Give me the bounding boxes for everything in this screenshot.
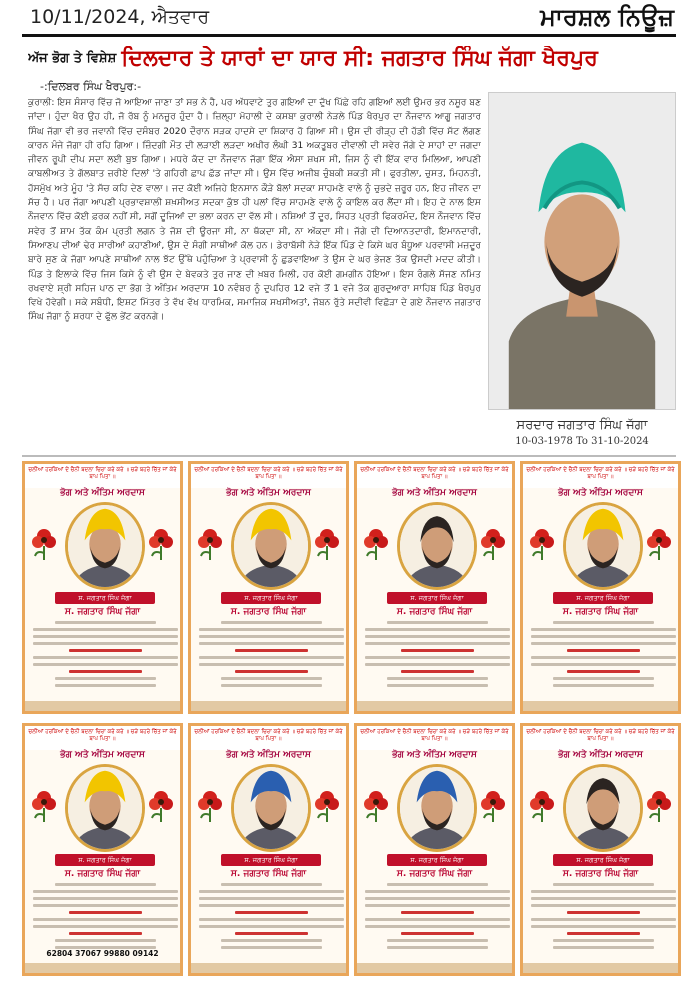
card-bhog-title: ਭੋਗ ਅਤੇ ਅੰਤਿਮ ਅਰਦਾਸ	[558, 488, 643, 498]
rose-icon	[146, 788, 176, 822]
card-banner-verse: ਚਲੀਆਂ ਹਰਕਿਆਂ ਦੇ ਚੈਨੀ ਬਦਲਾ ਚਿਰਾ ਕਰੇ ਕਰੇ ॥ ਚੜੇ ਬਹਰੇ ਚਿੱਤ ਜਾਂ ਕੇਰੇ ਬਾਪ ਪਿਤਾ ॥	[191, 726, 346, 750]
card-name-banner: ਸ. ਜਗਤਾਰ ਸਿੰਘ ਜੱਗਾ	[553, 592, 653, 604]
card-banner-verse: ਚਲੀਆਂ ਹਰਕਿਆਂ ਦੇ ਚੈਨੀ ਬਦਲਾ ਚਿਰਾ ਕਰੇ ਕਰੇ ॥ ਚੜੇ ਬਹਰੇ ਚਿੱਤ ਜਾਂ ਕੇਰੇ ਬਾਪ ਪਿਤਾ ॥	[357, 464, 512, 488]
card-name-banner: ਸ. ਜਗਤਾਰ ਸਿੰਘ ਜੱਗਾ	[55, 854, 155, 866]
rose-icon	[644, 788, 674, 822]
condolence-cards-grid	[22, 461, 680, 981]
card-photo	[563, 764, 643, 852]
card-footer	[357, 701, 512, 711]
card-name: ਸ. ਜਗਤਾਰ ਸਿੰਘ ਜੱਗਾ	[396, 869, 473, 879]
card-details-text	[199, 621, 344, 691]
card-photo	[65, 502, 145, 590]
card-banner-verse: ਚਲੀਆਂ ਹਰਕਿਆਂ ਦੇ ਚੈਨੀ ਬਦਲਾ ਚਿਰਾ ਕਰੇ ਕਰੇ ॥ ਚੜੇ ਬਹਰੇ ਚਿੱਤ ਜਾਂ ਕੇਰੇ ਬਾਪ ਪਿਤਾ ॥	[25, 726, 180, 750]
card-name-banner: ਸ. ਜਗਤਾਰ ਸਿੰਘ ਜੱਗਾ	[55, 592, 155, 604]
section-divider	[22, 455, 676, 457]
card-photo	[231, 764, 311, 852]
card-name: ਸ. ਜਗਤਾਰ ਸਿੰਘ ਜੱਗਾ	[230, 607, 307, 617]
portrait-photo	[488, 92, 676, 410]
edition-date: 10/11/2024, ਐਤਵਾਰ	[30, 6, 210, 28]
card-details-text	[199, 883, 344, 953]
card-banner-verse: ਚਲੀਆਂ ਹਰਕਿਆਂ ਦੇ ਚੈਨੀ ਬਦਲਾ ਚਿਰਾ ਕਰੇ ਕਰੇ ॥ ਚੜੇ ਬਹਰੇ ਚਿੱਤ ਜਾਂ ਕੇਰੇ ਬਾਪ ਪਿਤਾ ॥	[191, 464, 346, 488]
rose-icon	[29, 526, 59, 560]
card-footer	[25, 963, 180, 973]
card-banner-verse: ਚਲੀਆਂ ਹਰਕਿਆਂ ਦੇ ਚੈਨੀ ਬਦਲਾ ਚਿਰਾ ਕਰੇ ਕਰੇ ॥ ਚੜੇ ਬਹਰੇ ਚਿੱਤ ਜਾਂ ਕੇਰੇ ਬਾਪ ਪਿਤਾ ॥	[357, 726, 512, 750]
rose-icon	[146, 526, 176, 560]
newspaper-name: ਮਾਰਸ਼ਲ ਨਿਊਜ਼	[540, 3, 674, 31]
card-name-banner: ਸ. ਜਗਤਾਰ ਸਿੰਘ ਜੱਗਾ	[387, 592, 487, 604]
condolence-card	[22, 723, 183, 976]
card-name-banner: ਸ. ਜਗਤਾਰ ਸਿੰਘ ਜੱਗਾ	[221, 854, 321, 866]
card-bhog-title: ਭੋਗ ਅਤੇ ਅੰਤਿਮ ਅਰਦਾਸ	[226, 488, 311, 498]
card-details-text	[531, 621, 676, 691]
card-photo	[397, 764, 477, 852]
card-footer	[357, 963, 512, 973]
condolence-card	[188, 723, 349, 976]
card-footer	[523, 701, 678, 711]
card-name: ਸ. ਜਗਤਾਰ ਸਿੰਘ ਜੱਗਾ	[64, 607, 141, 617]
rose-icon	[478, 526, 508, 560]
card-name-banner: ਸ. ਜਗਤਾਰ ਸਿੰਘ ਜੱਗਾ	[221, 592, 321, 604]
card-name: ਸ. ਜਗਤਾਰ ਸਿੰਘ ਜੱਗਾ	[562, 607, 639, 617]
card-bhog-title: ਭੋਗ ਅਤੇ ਅੰਤਿਮ ਅਰਦਾਸ	[60, 488, 145, 498]
rose-icon	[361, 788, 391, 822]
condolence-card	[354, 723, 515, 976]
card-banner-verse: ਚਲੀਆਂ ਹਰਕਿਆਂ ਦੇ ਚੈਨੀ ਬਦਲਾ ਚਿਰਾ ਕਰੇ ਕਰੇ ॥ ਚੜੇ ਬਹਰੇ ਚਿੱਤ ਜਾਂ ਕੇਰੇ ਬਾਪ ਪਿਤਾ ॥	[523, 726, 678, 750]
card-details-text	[531, 883, 676, 953]
headline	[28, 46, 678, 82]
headline-title: ਦਿਲਦਾਰ ਤੇ ਯਾਰਾਂ ਦਾ ਯਾਰ ਸੀ: ਜਗਤਾਰ ਸਿੰਘ ਜੱਗਾ ਖੈਰਪੁਰ	[121, 46, 598, 71]
masthead	[0, 0, 696, 36]
card-name-banner: ਸ. ਜਗਤਾਰ ਸਿੰਘ ਜੱਗਾ	[553, 854, 653, 866]
rose-icon	[527, 788, 557, 822]
card-photo	[65, 764, 145, 852]
card-details-text	[365, 883, 510, 953]
card-photo	[397, 502, 477, 590]
article-body: ਕੁਰਾਲੀ: ਇਸ ਸੰਸਾਰ ਵਿੱਚ ਜੋ ਆਇਆ ਜਾਣਾ ਤਾਂ ਸਭ ਨੇ ਹੈ, ਪਰ ਅੱਧਵਾਟੇ ਤੁਰ ਗਇਆਂ ਦਾ ਦੁੱਖ ਪਿੱਛੇ ਰਹਿ ਗਇਆਂ ਲਈ ਉਮਰ ਭਰ ਨਸੂਰ ਬਣ ਜਾਂਦਾ। ਹੁੰਦਾ ਖੈਰ ਉਹ ਹੀ, ਜੋ ਰੱਬ ਨੂੰ ਮਨਜ਼ੂਰ ਹੁੰਦਾ ਹੈ। ਜ਼ਿਲ੍ਹਾ ਮੋਹਾਲੀ ਦੇ ਕਸਬਾ ਕੁਰਾਲੀ ਨੇੜਲੇ ਪਿੰਡ ਖੈਰਪੁਰ ਦਾ ਨੌਜਵਾਨ ਆਗੂ ਜਗਤਾਰ ਸਿੰਘ ਜੱਗਾ ਵੀ ਭਰ ਜਵਾਨੀ ਵਿੱਚ ਦਸੰਬਰ 2020 ਦੌਰਾਨ ਸੜਕ ਹਾਦਸੇ ਦਾ ਸ਼ਿਕਾਰ ਹੋ ਗਿਆ ਸੀ। ਉਸ ਦੀ ਰੀੜ੍ਹ ਦੀ ਹੱਡੀ ਵਿੱਚ ਸੱਟ ਲੱਗਣ ਕਾਰਨ ਮੰਜੇ ਜੋਗਾ ਹੀ ਰਹਿ ਗਿਆ। ਜ਼ਿੰਦਗੀ ਮੌਤ ਦੀ ਲੜਾਈ ਲੜਦਾ ਅਖੀਰ ਲੰਘੀ 31 ਅਕਤੂਬਰ ਦੀਵਾਲੀ ਦੀ ਸਵੇਰ ਜੱਗੇ ਦੇ ਸਾਹਾਂ ਦਾ ਜਗਦਾ ਜੀਵਨ ਰੂਪੀ ਦੀਪ ਸਦਾ ਲਈ ਬੁਝ ਗਿਆ। ਮਧਰੇ ਕੱਦ ਦਾ ਨੌਜਵਾਨ ਜੱਗਾ ਇੱਕ ਐਸਾ ਸ਼ਖਸ ਸੀ, ਜਿਸ ਨੂੰ ਵੀ ਇੱਕ ਵਾਰ ਮਿਲਿਆ, ਆਪਣੀ ਕਾਬਲੀਅਤ ਤੇ ਗੱਲਬਾਤ ਜ਼ਰੀਏ ਦਿਲਾਂ 'ਤੇ ਗਹਿਰੀ ਛਾਪ ਛੱਡ ਜਾਂਦਾ ਸੀ। ਉਸ ਵਿੱਚ ਅਜੀਬ ਚੁੰਬਕੀ ਸ਼ਕਤੀ ਸੀ। ਫੁਰਤੀਲਾ, ਚੁਸਤ, ਮਿਹਨਤੀ, ਹੱਸਮੁੱਖ ਅਤੇ ਮੂੰਹ 'ਤੇ ਸੱਚ ਕਹਿ ਦੇਣ ਵਾਲਾ। ਜਦ ਕੋਈ ਅਜਿਹੇ ਇਨਸਾਨ ਕੌੜੇ ਬੋਲਾਂ ਸਦਕਾ ਸਾਹਮਣੇ ਵਾਲੇ ਨੂੰ ਚੁਭਦੇ ਜ਼ਰੂਰ ਹਨ, ਇਹ ਜੀਵਨ ਦਾ ਸੱਚ ਹੈ। ਪਰ ਜੱਗਾ ਆਪਣੀ ਪ੍ਰਭਾਵਸ਼ਾਲੀ ਸ਼ਖ਼ਸੀਅਤ ਸਦਕਾ ਕੁੱਝ ਹੀ ਪਲਾਂ ਵਿੱਚ ਸਾਹਮਣੇ ਵਾਲੇ ਨੂੰ ਕਾਇਲ ਕਰ ਲੈਂਦਾ ਸੀ। ਇਹ ਦੇ ਨਾਲ ਇਸ ਨੌਜਵਾਨ ਵਿੱਚ ਕੋਈ ਫ਼ਰਕ ਨਹੀਂ ਸੀ, ਸਗੋਂ ਦੂਜਿਆਂ ਦਾ ਭਲਾ ਕਰਨ ਦਾ ਵੱਲ ਸੀ। ਨਸ਼ਿਆਂ ਤੋਂ ਦੂਰ, ਸਿਹਤ ਪ੍ਰਤੀ ਫਿਕਰਮੰਦ, ਇਸ ਨੌਜਵਾਨ ਵਿੱਚ ਸਵੇਰ ਤੋਂ ਸ਼ਾਮ ਤੱਕ ਕੰਮ ਪ੍ਰਤੀ ਲਗਨ ਤੇ ਜੋਸ਼ ਦੀ ਊਰਜਾ ਸੀ, ਨਾ ਥੱਕਦਾ ਸੀ, ਨਾ ਅੱਕਦਾ ਸੀ। ਜੱਗੇ ਦੀ ਦਿਆਨਤਦਾਰੀ, ਇਮਾਨਦਾਰੀ, ਸਿਆਣਪ ਦੀਆਂ ਢੇਰ ਸਾਰੀਆਂ ਕਹਾਣੀਆਂ, ਉਸ ਦੇ ਸੰਗੀ ਸਾਥੀਆਂ ਕੋਲ ਹਨ। ਡੇਰਾਬੱਸੀ ਨੇੜੇ ਇੱਕ ਪਿੰਡ ਦੇ ਕਿਸੇ ਘਰ ਬੰਧੂਆ ਪਰਵਾਸੀ ਮਜ਼ਦੂਰ ਬਾਰੇ ਸੁਣ ਕੇ ਜੱਗਾ ਆਪਣੇ ਸਾਥੀਆਂ ਨਾਲ ਝੱਟ ਉੱਥੇ ਪਹੁੰਚਿਆ ਤੇ ਪ੍ਰਵਾਸੀ ਨੂੰ ਛੁਡਵਾਇਆ ਤੇ ਉਸ ਦੇ ਘਰ ਭੇਜਣ ਤੱਕ ਉਸਦੀ ਮਦਦ ਕੀਤੀ। ਪਿੰਡ ਤੇ ਇਲਾਕੇ ਵਿੱਚ ਜਿਸ ਕਿਸੇ ਨੂੰ ਵੀ ਉਸ ਦੇ ਬੇਵਕਤੇ ਤੁਰ ਜਾਣ ਦੀ ਖ਼ਬਰ ਮਿਲੀ, ਹਰ ਕੋਈ ਗਮਗੀਨ ਹੋਇਆ। ਇਸ ਰੰਗਲੇ ਸੱਜਣ ਨਮਿਤ ਰਖਵਾਏ ਸ਼੍ਰੀ ਸਹਿਜ ਪਾਠ ਦਾ ਭੋਗ ਤੇ ਅੰਤਿਮ ਅਰਦਾਸ 10 ਨਵੰਬਰ ਨੂੰ ਦੁਪਹਿਰ 12 ਵਜੇ ਤੋਂ 1 ਵਜੇ ਤੱਕ ਗੁਰਦੁਆਰਾ ਸਾਹਿਬ ਪਿੰਡ ਖੈਰਪੁਰ ਵਿਖੇ ਹੋਵੇਗੀ। ਸਕੇ ਸਬੰਧੀ, ਇਸ਼ਟ ਮਿੱਤਰ ਤੇ ਵੱਖ ਵੱਖ ਧਾਰਮਿਕ, ਸਮਾਜਿਕ ਸਖਸੀਅਤਾਂ, ਜੋਬਨ ਰੁੱਤੇ ਸਦੀਵੀ ਵਿਛੋੜਾ ਦੇ ਗਏ ਨੌਜਵਾਨ ਜਗਤਾਰ ਸਿੰਘ ਜੱਗਾ ਨੂੰ ਸ਼ਰਧਾ ਦੇ ਫੁੱਲ ਭੇਂਟ ਕਰਨਗੇ।	[28, 98, 481, 323]
card-name-banner: ਸ. ਜਗਤਾਰ ਸਿੰਘ ਜੱਗਾ	[387, 854, 487, 866]
condolence-card	[22, 461, 183, 714]
rose-icon	[478, 788, 508, 822]
card-banner-verse: ਚਲੀਆਂ ਹਰਕਿਆਂ ਦੇ ਚੈਨੀ ਬਦਲਾ ਚਿਰਾ ਕਰੇ ਕਰੇ ॥ ਚੜੇ ਬਹਰੇ ਚਿੱਤ ਜਾਂ ਕੇਰੇ ਬਾਪ ਪਿਤਾ ॥	[523, 464, 678, 488]
rose-icon	[29, 788, 59, 822]
rose-icon	[527, 526, 557, 560]
card-name: ਸ. ਜਗਤਾਰ ਸਿੰਘ ਜੱਗਾ	[562, 869, 639, 879]
portrait-caption-dates: 10-03-1978 To 31-10-2024	[515, 436, 649, 447]
rose-icon	[644, 526, 674, 560]
card-bhog-title: ਭੋਗ ਅਤੇ ਅੰਤਿਮ ਅਰਦਾਸ	[392, 750, 477, 760]
rose-icon	[312, 788, 342, 822]
rose-icon	[195, 526, 225, 560]
card-photo	[563, 502, 643, 590]
condolence-card	[188, 461, 349, 714]
card-bhog-title: ਭੋਗ ਅਤੇ ਅੰਤਿਮ ਅਰਦਾਸ	[558, 750, 643, 760]
condolence-card	[520, 461, 681, 714]
card-footer	[523, 963, 678, 973]
card-name: ਸ. ਜਗਤਾਰ ਸਿੰਘ ਜੱਗਾ	[396, 607, 473, 617]
rose-icon	[361, 526, 391, 560]
card-name: ਸ. ਜਗਤਾਰ ਸਿੰਘ ਜੱਗਾ	[64, 869, 141, 879]
rose-icon	[195, 788, 225, 822]
card-details-text	[33, 621, 178, 691]
card-banner-verse: ਚਲੀਆਂ ਹਰਕਿਆਂ ਦੇ ਚੈਨੀ ਬਦਲਾ ਚਿਰਾ ਕਰੇ ਕਰੇ ॥ ਚੜੇ ਬਹਰੇ ਚਿੱਤ ਜਾਂ ਕੇਰੇ ਬਾਪ ਪਿਤਾ ॥	[25, 464, 180, 488]
headline-kicker: ਅੱਜ ਭੋਗ ਤੇ ਵਿਸ਼ੇਸ਼	[28, 51, 117, 66]
condolence-card	[520, 723, 681, 976]
portrait-caption-name: ਸਰਦਾਰ ਜਗਤਾਰ ਸਿੰਘ ਜੱਗਾ	[516, 418, 648, 433]
card-name: ਸ. ਜਗਤਾਰ ਸਿੰਘ ਜੱਗਾ	[230, 869, 307, 879]
card-details-text	[33, 883, 178, 953]
card-details-text	[365, 621, 510, 691]
card-footer	[191, 701, 346, 711]
card-bhog-title: ਭੋਗ ਅਤੇ ਅੰਤਿਮ ਅਰਦਾਸ	[60, 750, 145, 760]
rose-icon	[312, 526, 342, 560]
masthead-rule	[22, 34, 676, 37]
condolence-card	[354, 461, 515, 714]
card-photo	[231, 502, 311, 590]
card-footer	[25, 701, 180, 711]
card-contact-numbers: 62804 37067 99880 09142	[46, 949, 159, 958]
byline: -:ਦਿਲਬਰ ਸਿੰਘ ਖੈਰਪੁਰ:-	[40, 80, 142, 93]
card-footer	[191, 963, 346, 973]
card-bhog-title: ਭੋਗ ਅਤੇ ਅੰਤਿਮ ਅਰਦਾਸ	[392, 488, 477, 498]
card-bhog-title: ਭੋਗ ਅਤੇ ਅੰਤਿਮ ਅਰਦਾਸ	[226, 750, 311, 760]
